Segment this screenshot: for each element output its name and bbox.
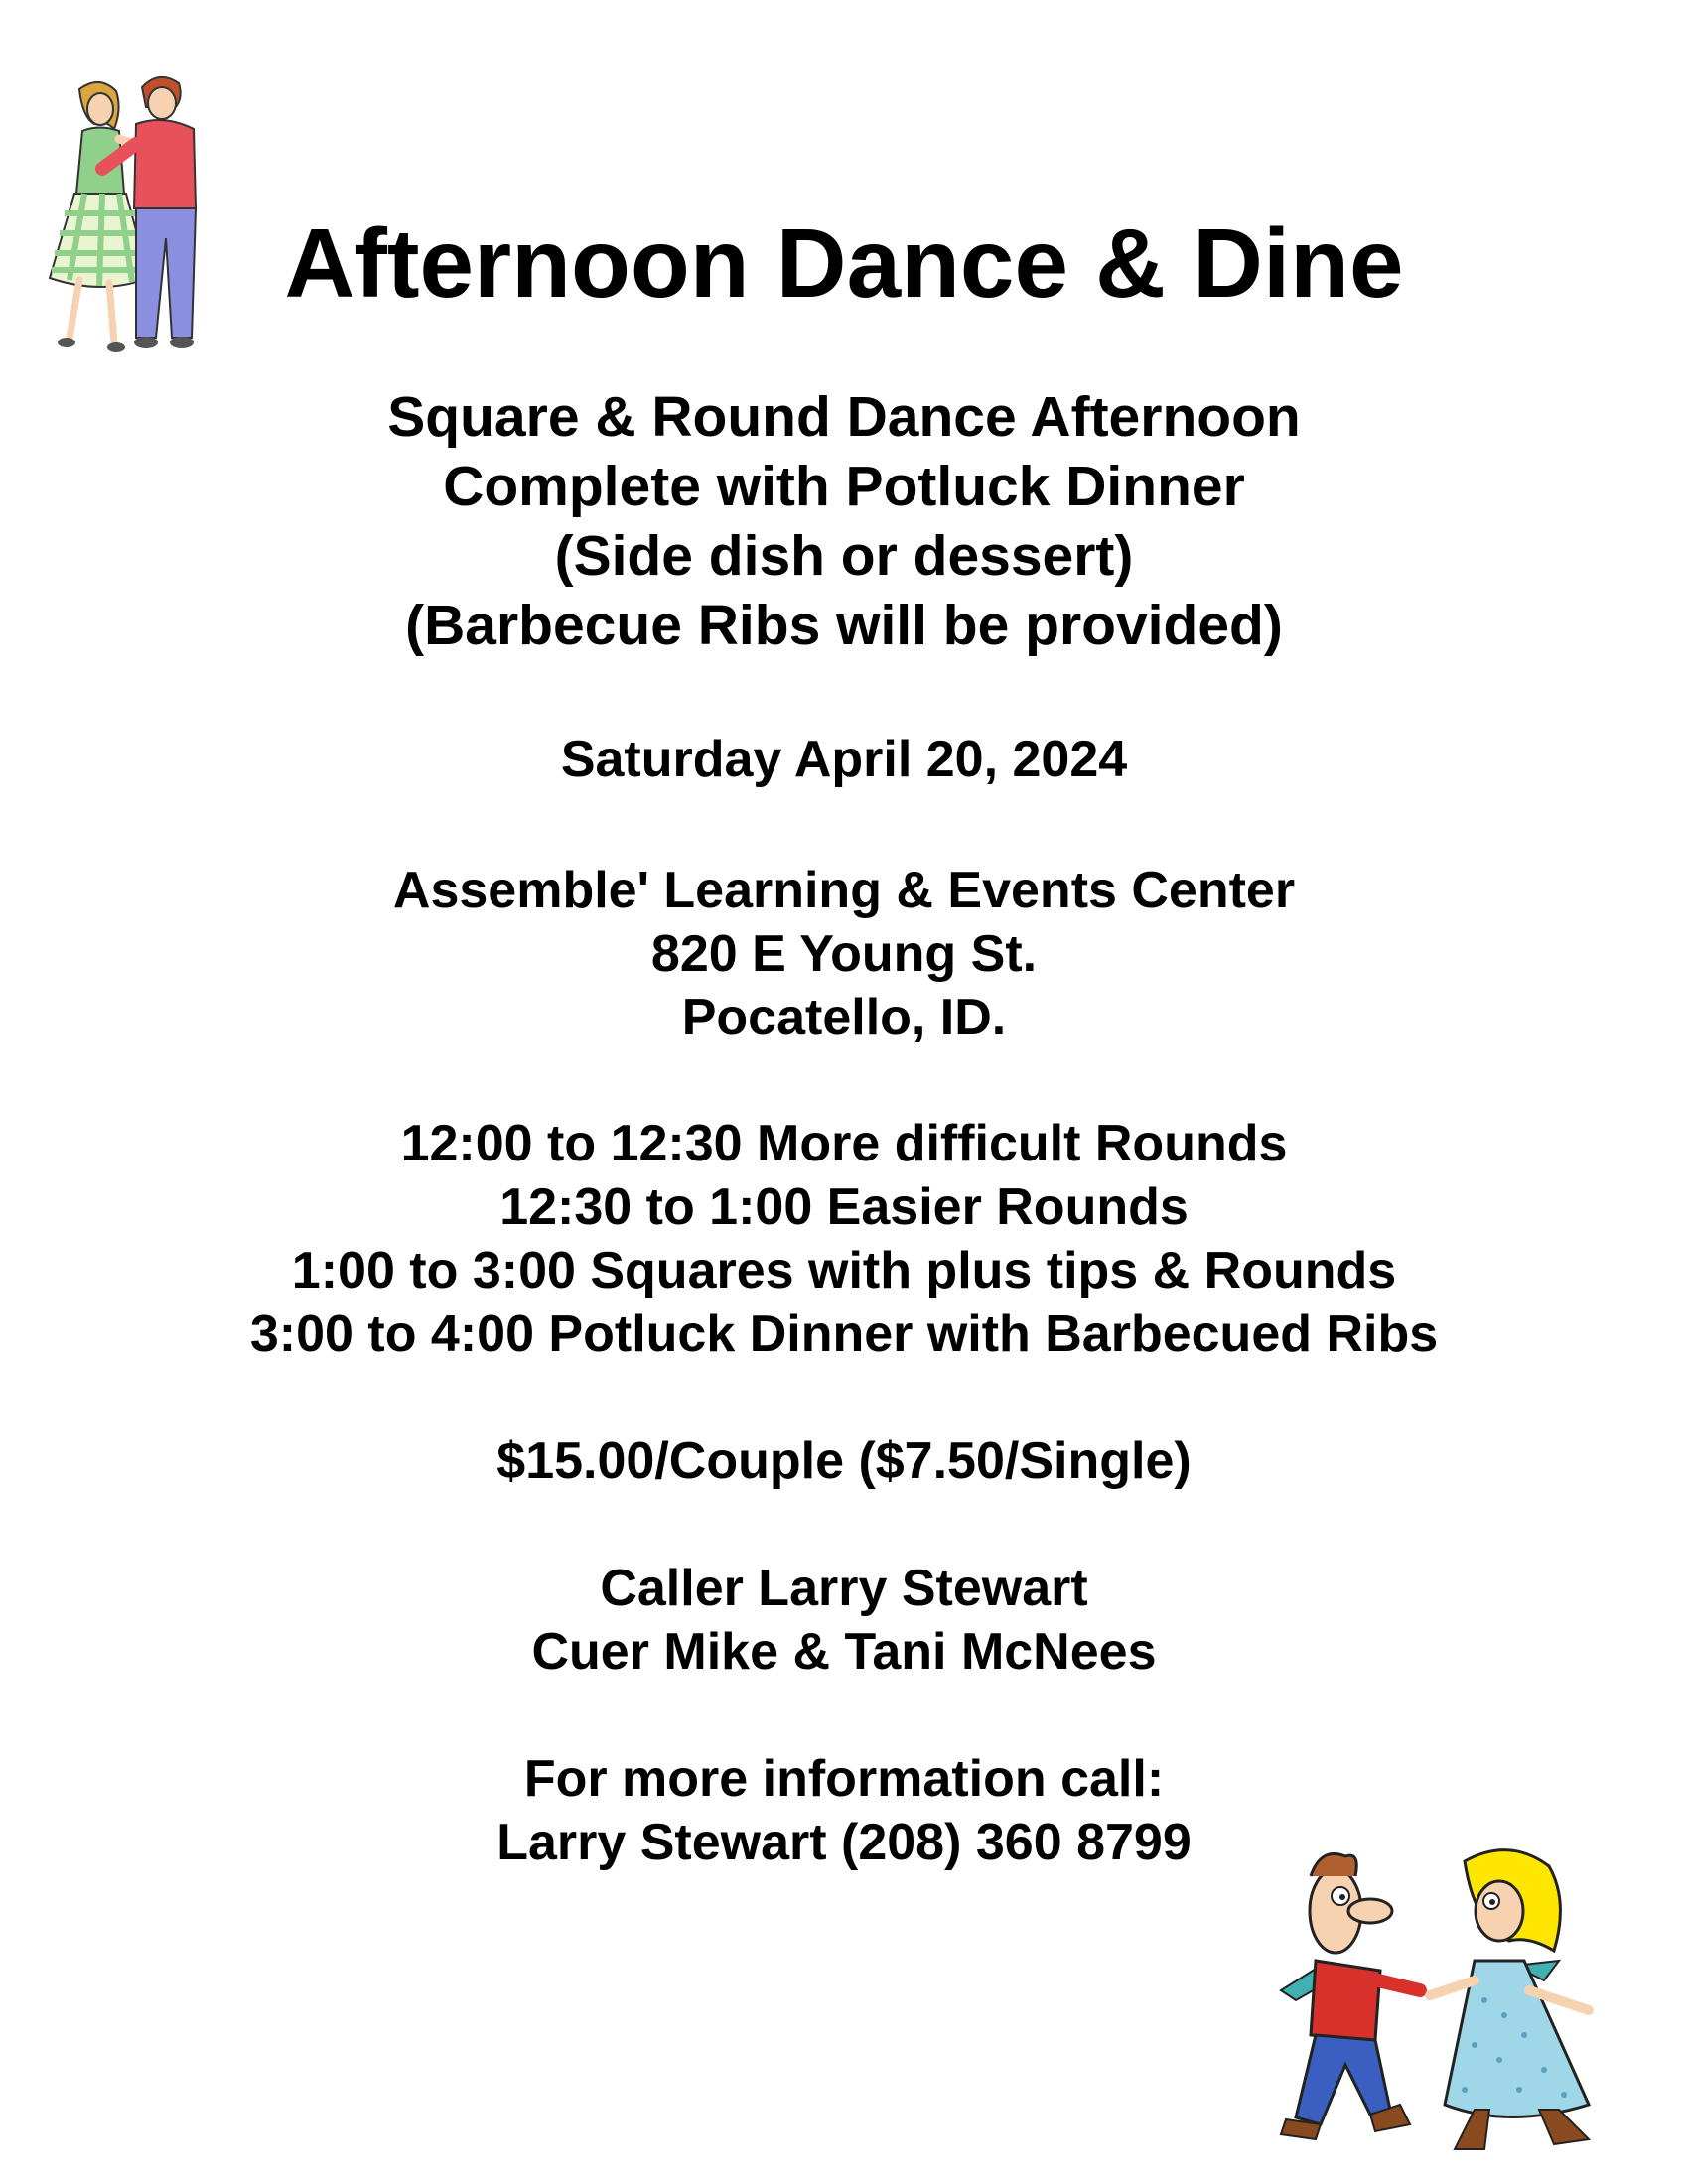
event-date (0, 728, 1688, 791)
price-text: $15.00/Couple ($7.50/Single) (496, 1433, 1192, 1490)
description-line: (Side dish or dessert) (554, 524, 1134, 588)
schedule-item: 12:00 to 12:30 More difficult Rounds (400, 1115, 1288, 1172)
contact-name-phone: Larry Stewart (208) 360 8799 (496, 1814, 1192, 1871)
date-text: Saturday April 20, 2024 (560, 731, 1128, 788)
event-description (0, 382, 1688, 660)
venue-name: Assemble' Learning & Events Center (392, 862, 1296, 919)
caller-text: Caller Larry Stewart (600, 1560, 1088, 1617)
schedule-item: 12:30 to 1:00 Easier Rounds (499, 1178, 1189, 1236)
page-title: Afternoon Dance & Dine (284, 208, 1404, 318)
venue-city: Pocatello, ID. (681, 989, 1007, 1046)
contact-prompt: For more information call: (523, 1750, 1165, 1808)
description-line: Square & Round Dance Afternoon (387, 385, 1301, 449)
price-block (0, 1430, 1688, 1493)
schedule-item: 3:00 to 4:00 Potluck Dinner with Barbecued Ribs (249, 1305, 1439, 1363)
staff-block (0, 1557, 1688, 1684)
description-line: (Barbecue Ribs will be provided) (405, 594, 1283, 657)
schedule-block (0, 1112, 1688, 1366)
cuer-text: Cuer Mike & Tani McNees (531, 1623, 1157, 1681)
venue-block (0, 859, 1688, 1049)
description-line: Complete with Potluck Dinner (443, 455, 1245, 518)
cartoon-dancers-clipart (1261, 1842, 1633, 2159)
schedule-item: 1:00 to 3:00 Squares with plus tips & Rounds (291, 1242, 1397, 1299)
venue-street: 820 E Young St. (650, 925, 1038, 983)
